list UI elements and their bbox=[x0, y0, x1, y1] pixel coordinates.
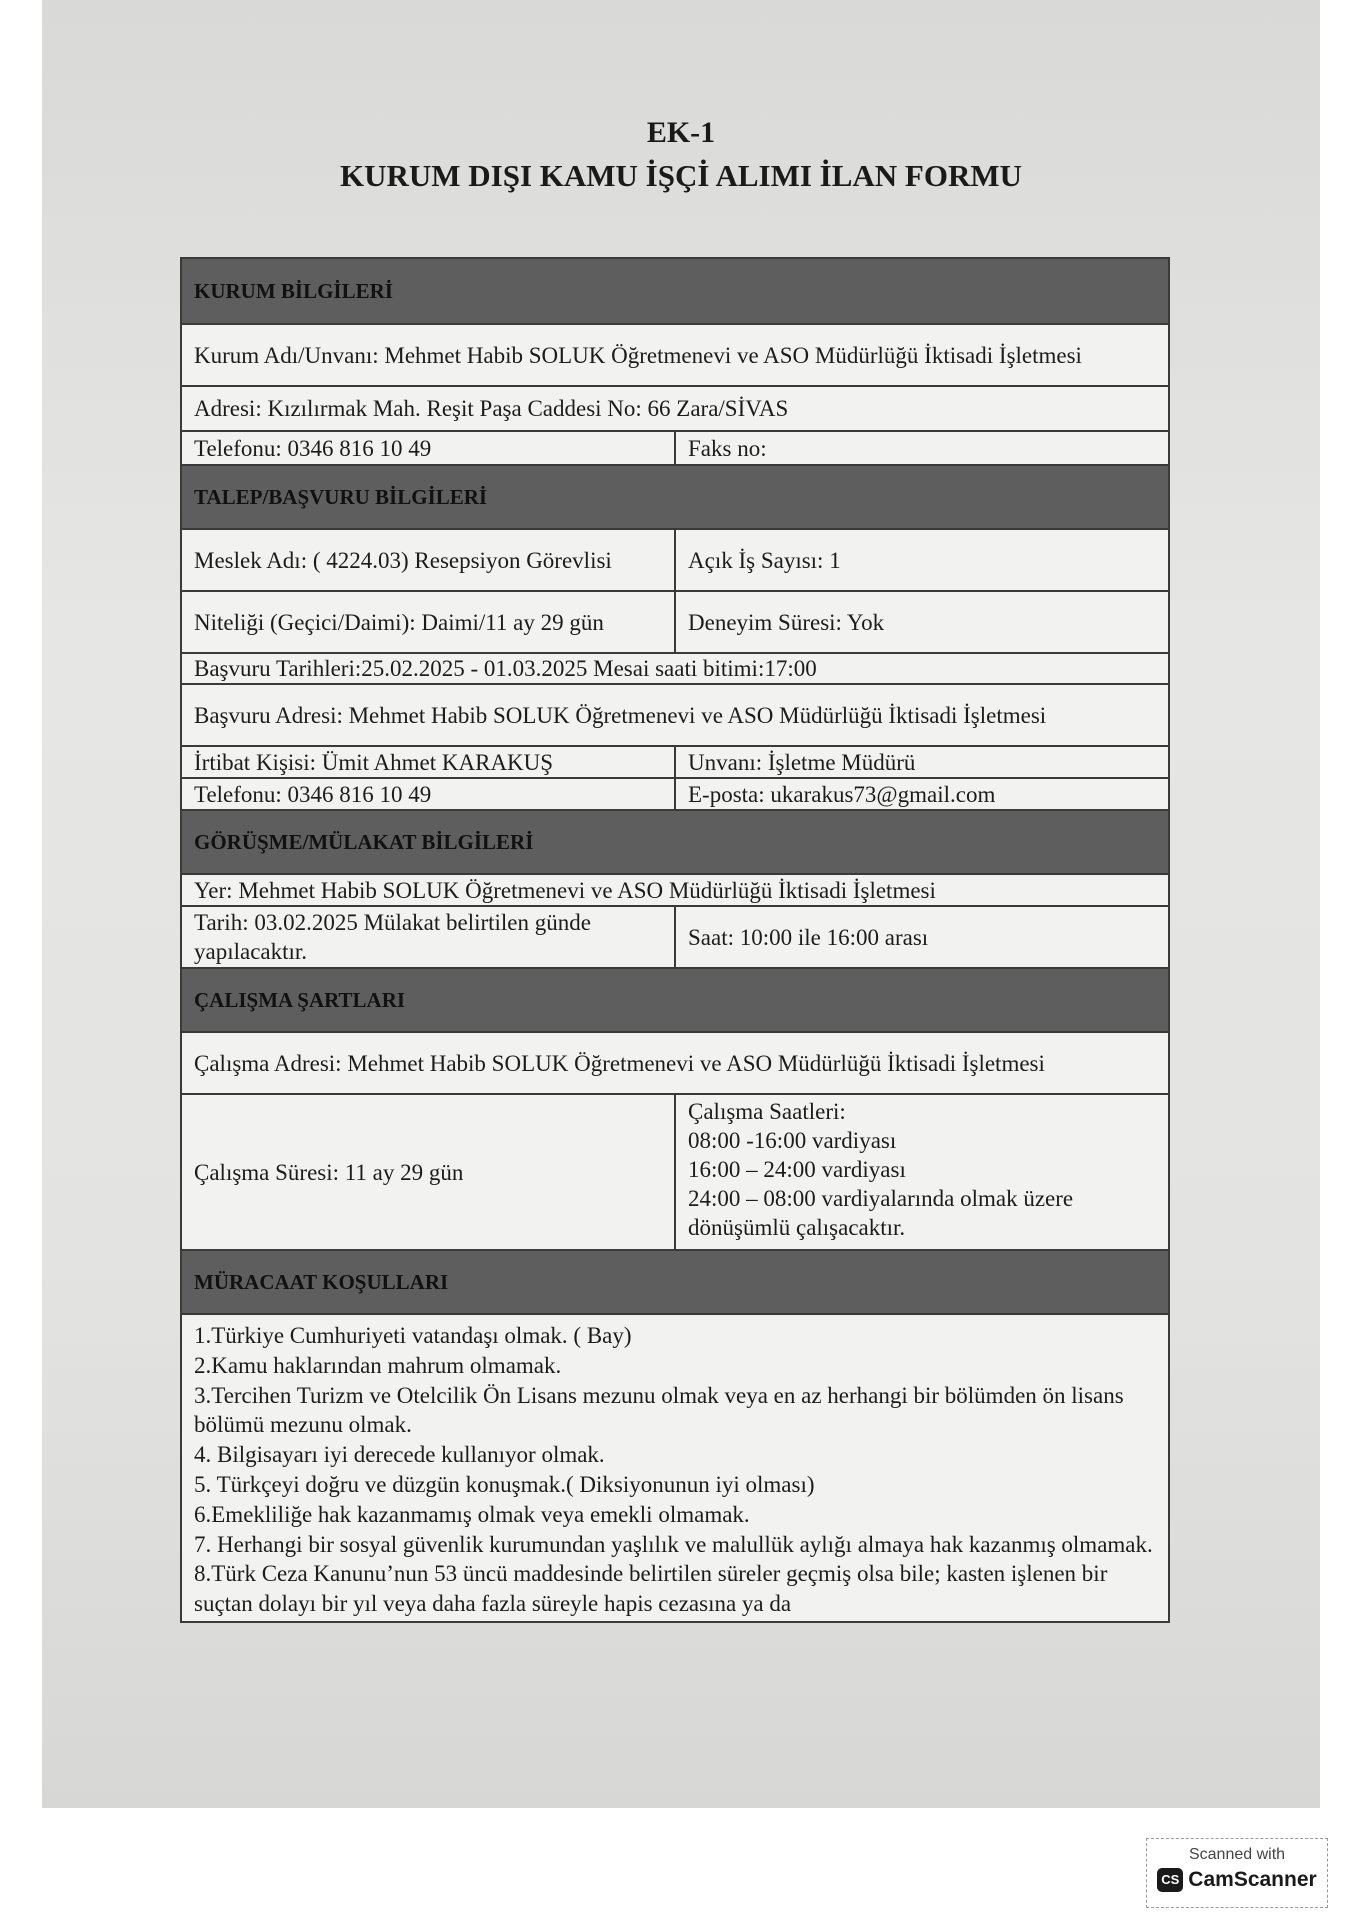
gorusme-tarih: Tarih: 03.02.2025 Mülakat belirtilen günde yapılacaktır. bbox=[194, 910, 591, 964]
camscanner-watermark bbox=[1146, 1838, 1328, 1908]
camscanner-logo-icon: CS bbox=[1157, 1868, 1183, 1892]
kurum-adres: Adresi: Kızılırmak Mah. Reşit Paşa Caddesi No: 66 Zara/SİVAS bbox=[194, 396, 789, 421]
deneyim-suresi: Deneyim Süresi: Yok bbox=[674, 592, 1168, 652]
section-calisma-header: ÇALIŞMA ŞARTLARI bbox=[182, 967, 1168, 1031]
kosul-item: 4. Bilgisayarı iyi derecede kullanıyor olmak. bbox=[194, 1442, 605, 1468]
muracaat-kosullari-list bbox=[182, 1315, 1168, 1621]
section-muracaat-header: MÜRACAAT KOŞULLARI bbox=[182, 1249, 1168, 1313]
camscanner-name: CamScanner bbox=[1188, 1868, 1317, 1891]
calisma-saatleri-baslik: Çalışma Saatleri: bbox=[688, 1099, 846, 1124]
gorusme-yer: Yer: Mehmet Habib SOLUK Öğretmenevi ve ASO Müdürlüğü İktisadi İşletmesi bbox=[194, 877, 936, 903]
calisma-suresi: Çalışma Süresi: 11 ay 29 gün bbox=[194, 1159, 464, 1185]
niteligi: Niteliği (Geçici/Daimi): Daimi/11 ay 29 gün bbox=[194, 609, 604, 635]
kosul-item: 5. Türkçeyi doğru ve düzgün konuşmak.( Diksiyonunun iyi olması) bbox=[194, 1471, 815, 1497]
acik-is-sayisi: Açık İş Sayısı: 1 bbox=[674, 530, 1168, 590]
basvuru-adresi: Başvuru Adresi: Mehmet Habib SOLUK Öğretmenevi ve ASO Müdürlüğü İktisadi İşletmesi bbox=[194, 702, 1047, 728]
kosul-item: 8.Türk Ceza Kanunu’nun 53 üncü maddesinde belirtilen süreler geçmiş olsa bile; kasten işlenen bir suçtan dolayı bir yıl veya daha fazla süreyle hapis cezasına ya da bbox=[194, 1561, 1108, 1617]
vardiya-1: 08:00 -16:00 vardiyası bbox=[688, 1128, 897, 1153]
vardiya-3: 24:00 – 08:00 vardiyalarında olmak üzere dönüşümlü çalışacaktır. bbox=[688, 1186, 1074, 1240]
kosul-item: 2.Kamu haklarından mahrum olmamak. bbox=[194, 1352, 562, 1378]
announcement-form-table bbox=[180, 257, 1170, 1623]
irtibat-telefon: Telefonu: 0346 816 10 49 bbox=[194, 781, 432, 807]
irtibat-eposta: E-posta: ukarakus73@gmail.com bbox=[674, 779, 1168, 809]
kosul-item: 6.Emekliliğe hak kazanmamış olmak veya emekli olmamak. bbox=[194, 1501, 750, 1527]
form-title: KURUM DIŞI KAMU İŞÇİ ALIMI İLAN FORMU bbox=[339, 158, 1023, 193]
kosul-item: 7. Herhangi bir sosyal güvenlik kurumundan yaşlılık ve malullük aylığı almaya hak kazanmış olmamak. bbox=[194, 1531, 1153, 1557]
kurum-faks: Faks no: bbox=[674, 432, 1168, 464]
annex-label: EK-1 bbox=[646, 116, 716, 149]
section-talep-header: TALEP/BAŞVURU BİLGİLERİ bbox=[182, 464, 1168, 528]
irtibat-kisisi: İrtibat Kişisi: Ümit Ahmet KARAKUŞ bbox=[194, 749, 554, 775]
meslek-adi: Meslek Adı: ( 4224.03) Resepsiyon Görevlisi bbox=[194, 547, 612, 573]
gorusme-saat: Saat: 10:00 ile 16:00 arası bbox=[674, 907, 1168, 967]
calisma-adresi: Çalışma Adresi: Mehmet Habib SOLUK Öğretmenevi ve ASO Müdürlüğü İktisadi İşletmesi bbox=[194, 1050, 1045, 1076]
kurum-telefon: Telefonu: 0346 816 10 49 bbox=[194, 435, 432, 461]
calisma-saatleri bbox=[674, 1095, 1168, 1249]
section-gorusme-header: GÖRÜŞME/MÜLAKAT BİLGİLERİ bbox=[182, 809, 1168, 873]
basvuru-tarihleri: Başvuru Tarihleri:25.02.2025 - 01.03.2025 Mesai saati bitimi:17:00 bbox=[194, 656, 817, 681]
kosul-item: 1.Türkiye Cumhuriyeti vatandaşı olmak. ( Bay) bbox=[194, 1323, 632, 1348]
kosul-item: 3.Tercihen Turizm ve Otelcilik Ön Lisans mezunu olmak veya en az herhangi bir bölümden ön lisans bölümü mezunu olmak. bbox=[194, 1382, 1124, 1438]
section-kurum-header: KURUM BİLGİLERİ bbox=[182, 259, 1168, 323]
irtibat-unvani: Unvanı: İşletme Müdürü bbox=[674, 747, 1168, 777]
scanned-with-text: Scanned with bbox=[1188, 1846, 1286, 1863]
kurum-adi: Kurum Adı/Unvanı: Mehmet Habib SOLUK Öğretmenevi ve ASO Müdürlüğü İktisadi İşletmesi bbox=[194, 342, 1082, 368]
vardiya-2: 16:00 – 24:00 vardiyası bbox=[688, 1157, 906, 1182]
